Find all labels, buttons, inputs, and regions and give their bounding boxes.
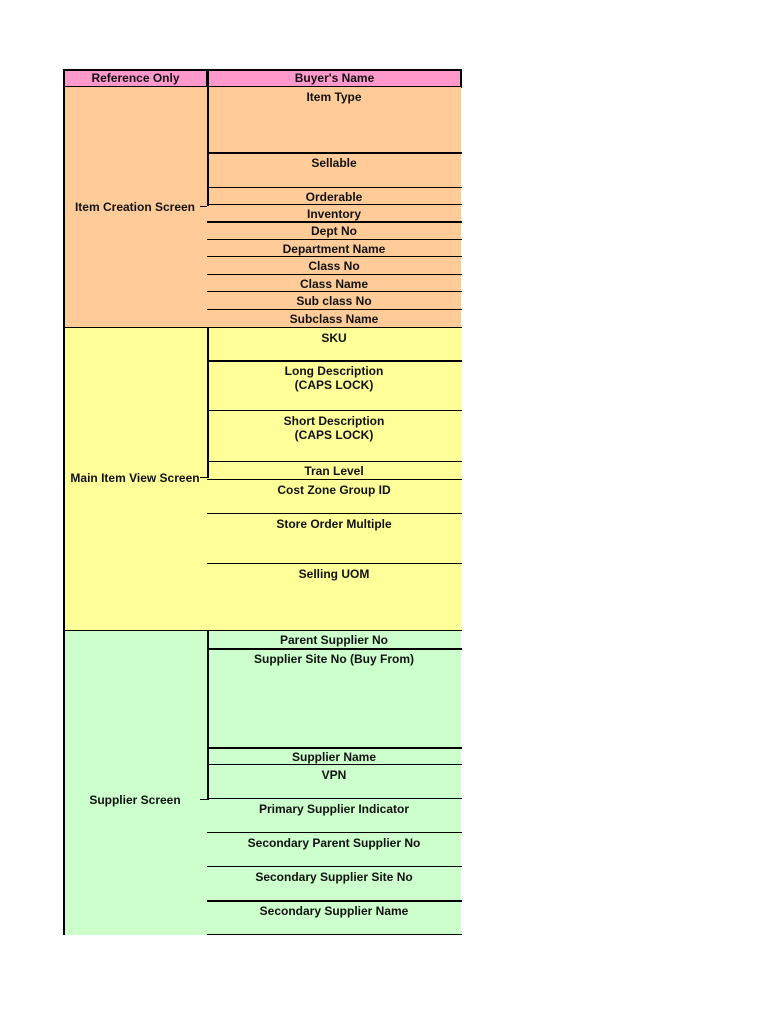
field-label: Parent Supplier No xyxy=(279,633,389,647)
row-divider xyxy=(207,798,462,799)
field-row[interactable] xyxy=(207,275,461,292)
field-row[interactable] xyxy=(207,833,461,867)
field-label: Class Name xyxy=(299,277,369,291)
row-divider xyxy=(207,513,462,514)
field-label: Secondary Supplier Name xyxy=(259,904,409,918)
field-row[interactable] xyxy=(207,867,461,901)
row-divider xyxy=(207,204,462,205)
field-label: Sellable xyxy=(311,156,357,170)
row-divider xyxy=(207,648,462,650)
section-name-cell[interactable] xyxy=(63,328,207,631)
field-label: Tran Level xyxy=(304,464,364,478)
row-divider xyxy=(207,866,462,867)
field-label: Primary Supplier Indicator xyxy=(258,802,410,816)
field-label: Secondary Parent Supplier No xyxy=(247,836,421,850)
field-label: Long Description (CAPS LOCK) xyxy=(284,364,384,392)
parent-supplier-bracket xyxy=(207,631,209,650)
field-label: SKU xyxy=(321,331,347,345)
field-label: Subclass Name xyxy=(289,312,379,326)
field-row[interactable] xyxy=(207,480,461,514)
field-label: Department Name xyxy=(282,242,386,256)
reference-only-header[interactable]: Reference Only xyxy=(63,69,208,88)
section-connector xyxy=(200,799,207,800)
section-name-cell[interactable] xyxy=(63,87,207,328)
field-row[interactable] xyxy=(207,514,461,564)
field-row[interactable] xyxy=(207,799,461,833)
row-divider xyxy=(207,461,462,462)
row-divider xyxy=(207,563,462,564)
field-row[interactable] xyxy=(207,901,461,935)
row-divider xyxy=(207,479,462,480)
section-name: Main Item View Screen xyxy=(70,471,200,485)
field-row[interactable] xyxy=(207,153,461,188)
row-divider xyxy=(207,360,462,362)
field-label: Orderable xyxy=(305,190,363,204)
section-connector xyxy=(200,477,207,478)
field-label: Store Order Multiple xyxy=(276,517,392,531)
row-divider xyxy=(207,274,462,275)
field-label: VPN xyxy=(321,768,347,782)
item-type-bracket xyxy=(207,87,209,154)
field-label: Cost Zone Group ID xyxy=(277,483,391,497)
field-label: Dept No xyxy=(311,224,357,238)
field-label: Selling UOM xyxy=(298,567,370,581)
section-connector xyxy=(200,206,207,207)
row-divider xyxy=(207,152,462,154)
field-row[interactable] xyxy=(207,411,461,462)
row-divider xyxy=(207,832,462,833)
field-label: Short Description (CAPS LOCK) xyxy=(283,414,385,442)
row-divider xyxy=(207,187,462,188)
row-divider xyxy=(207,764,462,765)
field-row[interactable] xyxy=(207,188,461,205)
field-row[interactable] xyxy=(207,564,461,631)
field-label: Secondary Supplier Site No xyxy=(255,870,413,884)
row-divider xyxy=(207,410,462,411)
field-row[interactable] xyxy=(207,462,461,480)
field-row[interactable] xyxy=(207,310,461,328)
field-row[interactable] xyxy=(207,257,461,275)
field-row[interactable] xyxy=(207,205,461,222)
field-row[interactable] xyxy=(207,87,461,153)
field-row[interactable] xyxy=(207,222,461,240)
section-name: Item Creation Screen xyxy=(74,200,196,214)
row-divider xyxy=(207,309,462,310)
row-divider xyxy=(207,747,462,749)
field-row[interactable] xyxy=(207,631,461,649)
section-name-cell[interactable] xyxy=(63,631,207,935)
field-label: Supplier Name xyxy=(291,750,377,764)
field-row[interactable] xyxy=(207,765,461,799)
field-row[interactable] xyxy=(207,649,461,748)
sku-bracket xyxy=(207,328,209,362)
row-divider xyxy=(207,900,462,902)
field-label: Sub class No xyxy=(296,294,372,308)
row-divider xyxy=(207,291,462,292)
section-name: Supplier Screen xyxy=(89,793,181,807)
row-divider xyxy=(207,221,462,223)
field-row[interactable] xyxy=(207,361,461,411)
field-label: Inventory xyxy=(306,207,361,221)
field-row[interactable] xyxy=(207,328,461,361)
field-row[interactable] xyxy=(207,240,461,257)
row-divider xyxy=(207,256,462,257)
field-label: Item Type xyxy=(306,90,362,104)
section-divider xyxy=(207,934,462,935)
column-right-border xyxy=(460,87,461,935)
field-row[interactable] xyxy=(207,292,461,310)
field-row[interactable] xyxy=(207,748,461,765)
buyers-name-header[interactable]: Buyer's Name xyxy=(207,69,462,88)
row-divider xyxy=(207,239,462,240)
field-label: Class No xyxy=(308,259,360,273)
field-label: Supplier Site No (Buy From) xyxy=(253,652,414,666)
